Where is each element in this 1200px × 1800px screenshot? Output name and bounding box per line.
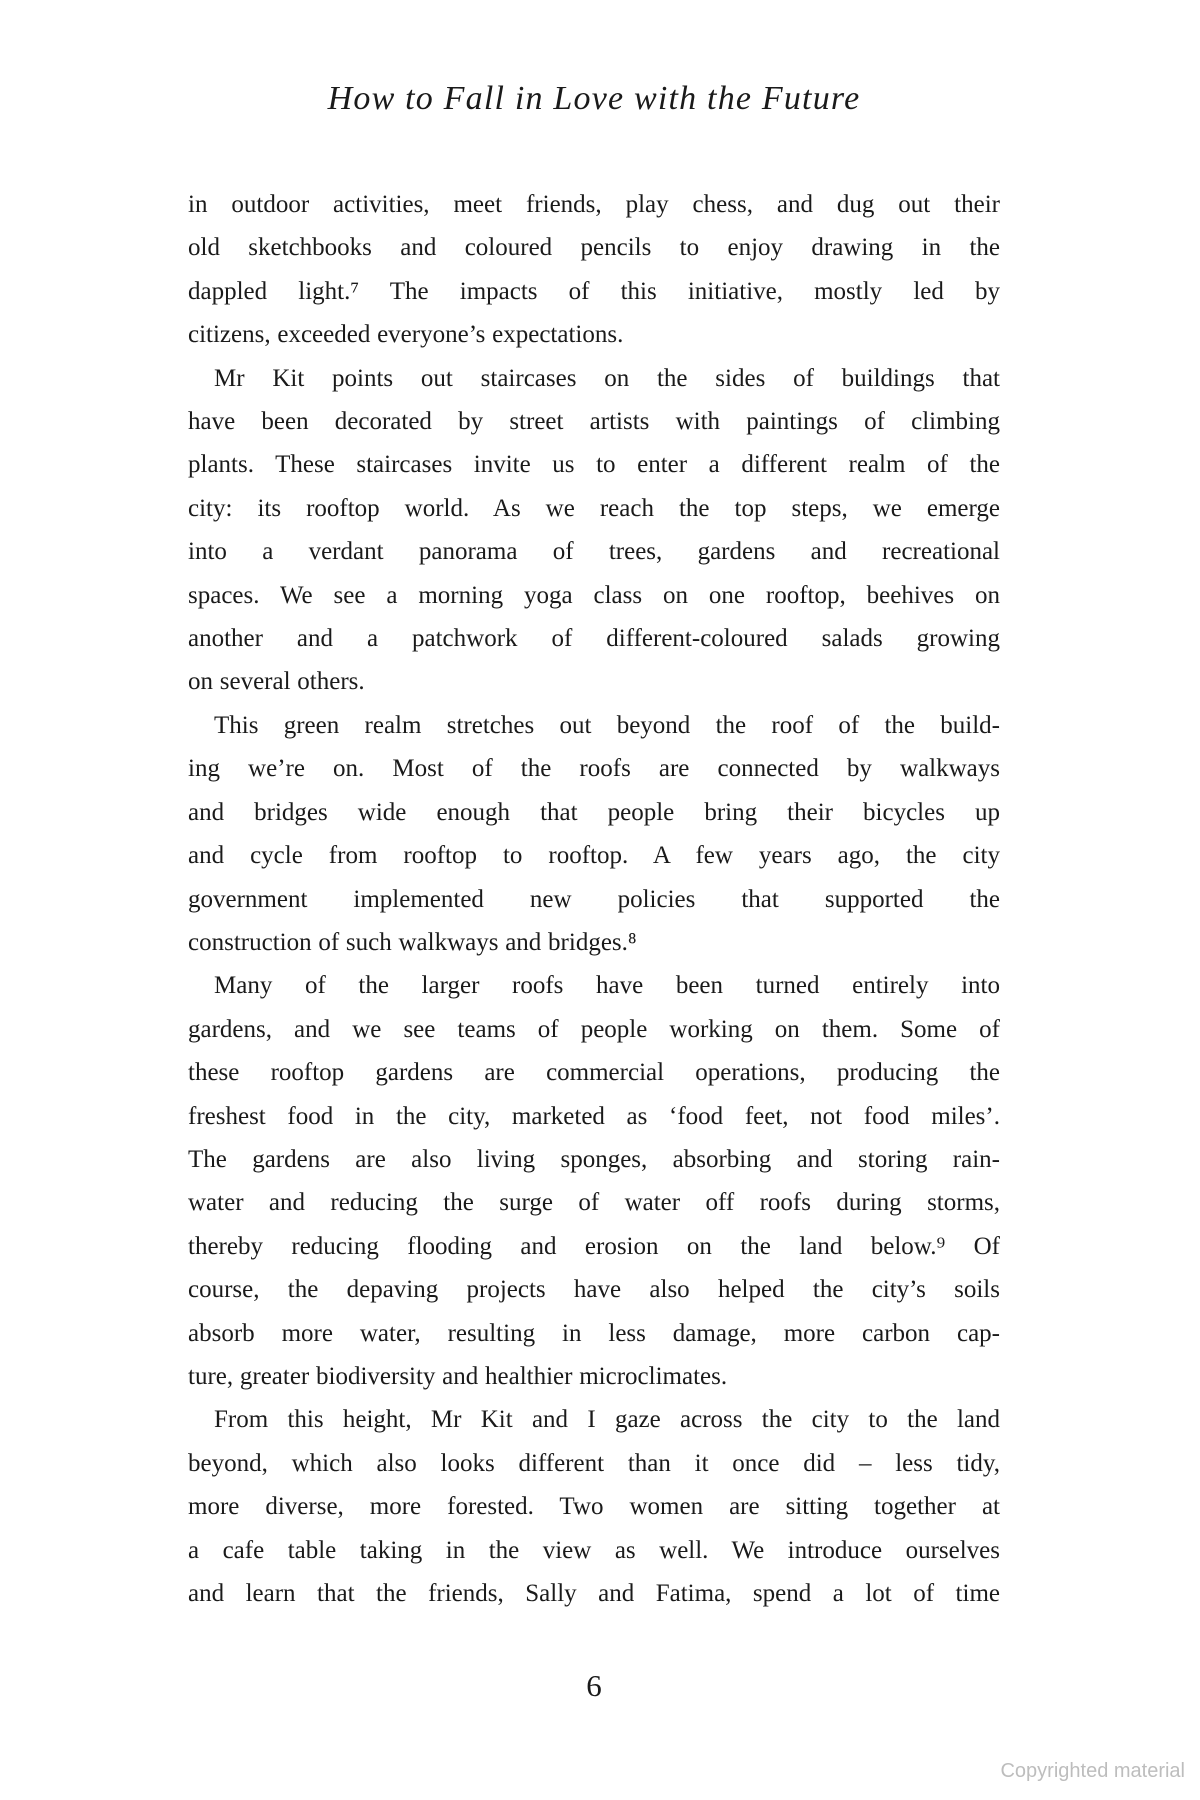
text-line: ture, greater biodiversity and healthier microclimates. — [188, 1362, 728, 1390]
text-line: freshest food in the city, marketed as ‘food feet, not food miles’. — [188, 1102, 1000, 1130]
text-line: and bridges wide enough that people bring their bicycles up — [188, 798, 1000, 826]
page-number: 6 — [586, 1668, 602, 1703]
text-line: dappled light.⁷ The impacts of this initiative, mostly led by — [188, 277, 1000, 305]
running-header: How to Fall in Love with the Future — [327, 80, 861, 117]
text-line: From this height, Mr Kit and I gaze across the city to the land — [214, 1406, 1000, 1434]
text-line: course, the depaving projects have also helped the city’s soils — [188, 1276, 1000, 1304]
text-line: citizens, exceeded everyone’s expectations. — [188, 321, 624, 349]
text-line: these rooftop gardens are commercial operations, producing the — [188, 1059, 1000, 1087]
text-line: ing we’re on. Most of the roofs are connected by walkways — [188, 755, 1000, 783]
body-text — [188, 183, 1000, 1615]
text-line: thereby reducing flooding and erosion on the land below.⁹ Of — [188, 1232, 1000, 1260]
text-line: old sketchbooks and coloured pencils to enjoy drawing in the — [188, 234, 1000, 262]
text-line: construction of such walkways and bridges.⁸ — [188, 928, 637, 956]
text-line: The gardens are also living sponges, absorbing and storing rain- — [188, 1145, 1000, 1173]
text-line: a cafe table taking in the view as well. We introduce ourselves — [188, 1536, 1000, 1564]
text-line: have been decorated by street artists with paintings of climbing — [188, 408, 1000, 436]
text-line: Mr Kit points out staircases on the sides of buildings that — [214, 364, 1000, 392]
copyright-watermark: Copyrighted material — [1000, 1760, 1185, 1782]
text-line: absorb more water, resulting in less damage, more carbon cap- — [188, 1319, 1000, 1347]
text-line: more diverse, more forested. Two women are sitting together at — [188, 1493, 1000, 1521]
text-line: beyond, which also looks different than it once did – less tidy, — [188, 1449, 1000, 1477]
text-line: government implemented new policies that supported the — [188, 885, 1000, 913]
text-line: gardens, and we see teams of people working on them. Some of — [188, 1015, 1000, 1043]
text-line: plants. These staircases invite us to enter a different realm of the — [188, 451, 1000, 479]
text-line: on several others. — [188, 668, 365, 696]
text-line: water and reducing the surge of water off roofs during storms, — [188, 1189, 1000, 1217]
text-line: into a verdant panorama of trees, gardens and recreational — [188, 538, 1000, 566]
text-line: and cycle from rooftop to rooftop. A few years ago, the city — [188, 842, 1000, 870]
text-line: spaces. We see a morning yoga class on one rooftop, beehives on — [188, 581, 1000, 609]
text-line: in outdoor activities, meet friends, play chess, and dug out their — [188, 191, 1000, 218]
text-line: and learn that the friends, Sally and Fatima, spend a lot of time — [188, 1580, 1000, 1607]
text-line: This green realm stretches out beyond the roof of the build- — [214, 711, 1000, 739]
text-line: Many of the larger roofs have been turned entirely into — [214, 972, 1000, 1000]
text-line: city: its rooftop world. As we reach the top steps, we emerge — [188, 494, 1000, 522]
text-line: another and a patchwork of different-coloured salads growing — [188, 625, 1000, 653]
